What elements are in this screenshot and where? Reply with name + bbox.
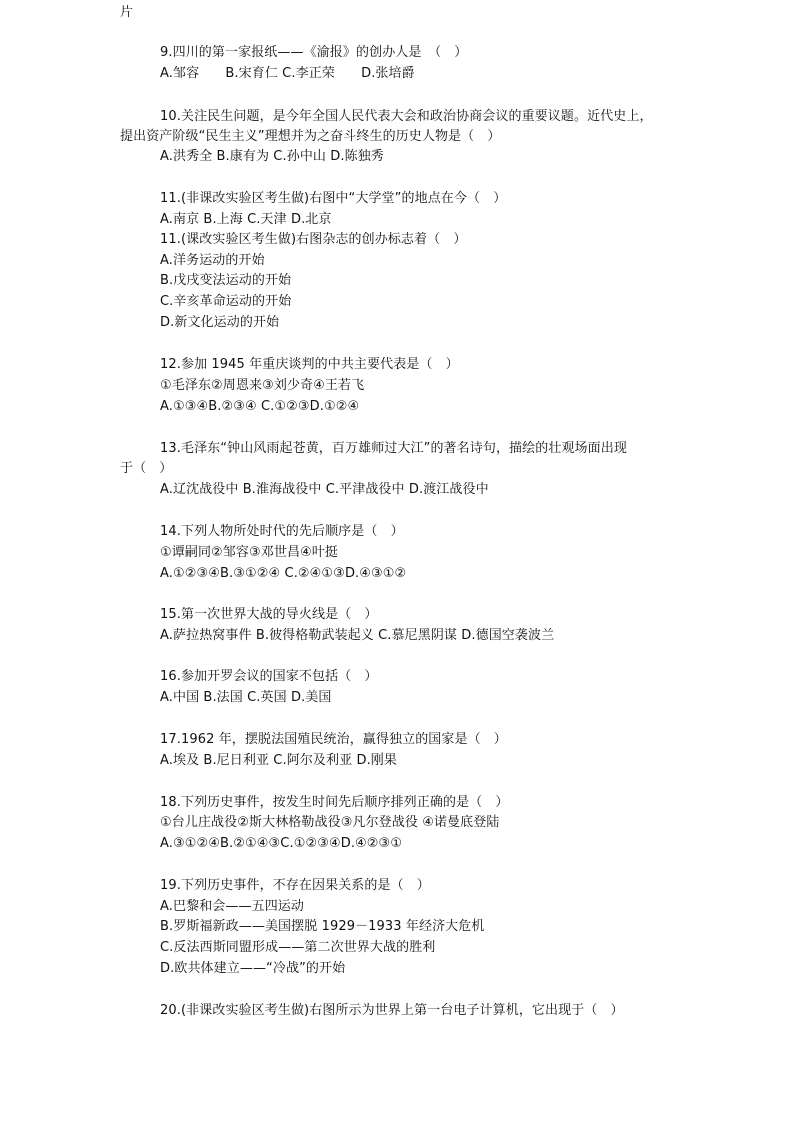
question-13-options: A.辽沈战役中 B.淮海战役中 C.平津战役中 D.渡江战役中 — [160, 482, 489, 497]
question-11b-option-b: B.戊戌变法运动的开始 — [160, 273, 292, 288]
question-14-stem: 14.下列人物所处时代的先后顺序是（ ） — [160, 524, 404, 539]
question-15-stem: 15.第一次世界大战的导火线是（ ） — [160, 607, 378, 622]
question-18-stem: 18.下列历史事件，按发生时间先后顺序排列正确的是（ ） — [160, 795, 509, 810]
question-19-option-a: A.巴黎和会——五四运动 — [160, 899, 304, 914]
question-14-items: ①谭嗣同②邹容③邓世昌④叶挺 — [160, 545, 339, 560]
question-19-option-b: B.罗斯福新政——美国摆脱 1929－1933 年经济大危机 — [160, 919, 485, 934]
question-17-stem: 17.1962 年，摆脱法国殖民统治，赢得独立的国家是（ ） — [160, 732, 507, 747]
question-9-stem: 9.四川的第一家报纸——《渝报》的创办人是 （ ） — [160, 45, 468, 60]
question-18-options: A.③①②④B.②①④③C.①②③④D.④②③① — [160, 836, 403, 851]
question-14-options: A.①②③④B.③①②④ C.②④①③D.④③①② — [160, 566, 407, 581]
question-11b-option-d: D.新文化运动的开始 — [160, 315, 280, 330]
question-11b-stem: 11.(课改实验区考生做)右图杂志的创办标志着（ ） — [160, 232, 467, 247]
question-13-stem: 13.毛泽东“钟山风雨起苍黄，百万雄师过大江”的著名诗句，描绘的壮观场面出现 — [160, 441, 627, 456]
question-11a-stem: 11.(非课改实验区考生做)右图中“大学堂”的地点在今（ ） — [160, 191, 507, 206]
question-10-stem: 10.关注民生问题，是今年全国人民代表大会和政治协商会议的重要议题。近代史上， — [160, 109, 653, 124]
question-12-items: ①毛泽东②周恩来③刘少奇④王若飞 — [160, 378, 365, 393]
question-18-items: ①台儿庄战役②斯大林格勒战役③凡尔登战役 ④诺曼底登陆 — [160, 815, 500, 830]
question-19-option-c: C.反法西斯同盟形成——第二次世界大战的胜利 — [160, 940, 436, 955]
question-10-stem-cont: 提出资产阶级“民生主义”理想并为之奋斗终生的历史人物是（ ） — [120, 129, 501, 144]
question-19-stem: 19.下列历史事件，不存在因果关系的是（ ） — [160, 878, 430, 893]
question-10-options: A.洪秀全 B.康有为 C.孙中山 D.陈独秀 — [160, 149, 384, 164]
question-15-options: A.萨拉热窝事件 B.彼得格勒武装起义 C.慕尼黑阴谋 D.德国空袭波兰 — [160, 628, 555, 643]
question-16-stem: 16.参加开罗会议的国家不包括（ ） — [160, 669, 378, 684]
question-11b-option-c: C.辛亥革命运动的开始 — [160, 294, 292, 309]
question-13-stem-cont: 于（ ） — [120, 461, 173, 476]
question-12-options: A.①③④B.②③④ C.①②③D.①②④ — [160, 399, 360, 414]
question-19-option-d: D.欧共体建立——“冷战”的开始 — [160, 961, 346, 976]
question-12-stem: 12.参加 1945 年重庆谈判的中共主要代表是（ ） — [160, 357, 459, 372]
question-9-options: A.邹容 B.宋育仁 C.李正荣 D.张培爵 — [160, 66, 415, 81]
question-11b-option-a: A.洋务运动的开始 — [160, 253, 265, 268]
question-20-stem: 20.(非课改实验区考生做)右图所示为世界上第一台电子计算机，它出现于（ ） — [160, 1003, 624, 1018]
question-11a-options: A.南京 B.上海 C.天津 D.北京 — [160, 212, 332, 227]
question-16-options: A.中国 B.法国 C.英国 D.美国 — [160, 690, 332, 705]
page-fragment-text: 片 — [120, 5, 134, 20]
question-17-options: A.埃及 B.尼日利亚 C.阿尔及利亚 D.刚果 — [160, 753, 397, 768]
